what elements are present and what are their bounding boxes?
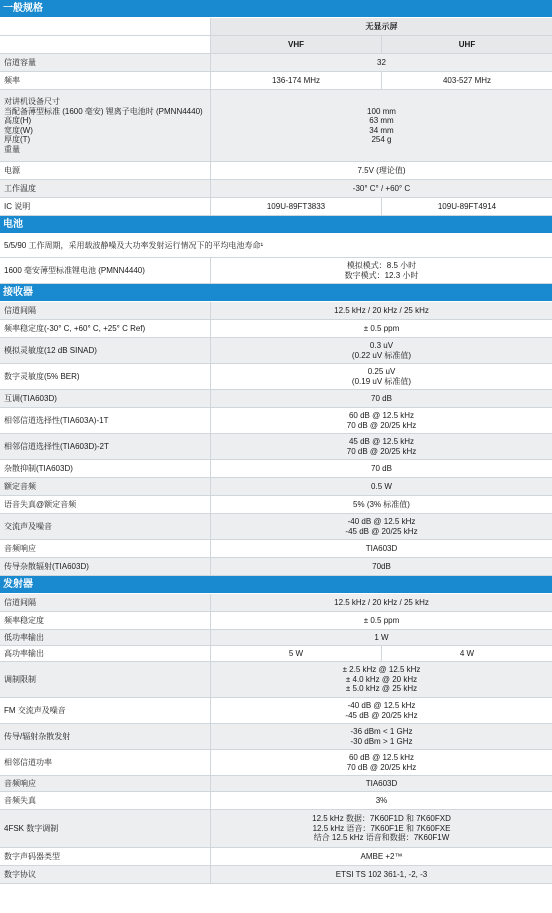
spec-value: ETSI TS 102 361-1, -2, -3	[335, 869, 428, 879]
spec-label: 杂散抑制(TIA603D)	[4, 463, 73, 473]
spec-label: 音频响应	[4, 543, 36, 553]
spec-row	[0, 646, 552, 662]
spec-row	[0, 612, 552, 630]
spec-label: 互调(TIA603D)	[0, 390, 210, 407]
spec-value: 70dB	[372, 561, 391, 571]
spec-value: 70 dB	[371, 463, 392, 473]
spec-row	[0, 198, 552, 216]
spec-value: 模拟模式：8.5 小时 数字模式：12.3 小时	[344, 261, 419, 280]
spec-value: 12.5 kHz 数据：7K60F1D 和 7K60FXD 12.5 kHz 语音：7K60F1E 和 7K60FXE 结合 12.5 kHz 语音和数据：7K60F1W	[312, 814, 451, 843]
section-battery-header: 电池	[0, 216, 552, 234]
spec-label: FM 交流声及噪音	[4, 705, 66, 715]
spec-label: 信道间隔	[0, 302, 210, 319]
spec-value: 1 W	[374, 632, 389, 642]
spec-row	[0, 496, 552, 514]
spec-value: -36 dBm < 1 GHz -30 dBm > 1 GHz	[350, 727, 413, 746]
spec-value: ± 0.5 ppm	[363, 615, 400, 625]
spec-label: 相邻信道选择性(TIA603D)-2T	[0, 434, 210, 459]
spec-row	[0, 180, 552, 198]
spec-row	[0, 162, 552, 180]
spec-row	[0, 54, 552, 72]
spec-value-uhf: 4 W	[381, 646, 552, 661]
spec-label: 信道容量	[0, 54, 210, 71]
spec-label: 模拟灵敏度(12 dB SINAD)	[0, 338, 210, 363]
spec-value: 70 dB	[371, 393, 392, 403]
spec-label: 高功率输出	[4, 648, 44, 658]
spec-value: -40 dB @ 12.5 kHz -45 dB @ 20/25 kHz	[345, 701, 418, 720]
spec-row	[0, 364, 552, 390]
spec-value: 60 dB @ 12.5 kHz 70 dB @ 20/25 kHz	[346, 753, 417, 772]
spec-label: 频率稳定度(-30° C, +60° C, +25° C Ref)	[4, 323, 146, 333]
spec-value: 3%	[375, 795, 388, 805]
spec-value: 0.5 W	[371, 481, 392, 491]
spec-value: 12.5 kHz / 20 kHz / 25 kHz	[334, 305, 429, 315]
spec-value: -40 dB @ 12.5 kHz -45 dB @ 20/25 kHz	[345, 517, 418, 536]
spec-label: 低功率输出	[0, 630, 210, 645]
section-transmitter-header: 发射器	[0, 576, 552, 594]
spec-label: 调制限制	[0, 662, 210, 697]
spec-row	[0, 866, 552, 884]
spec-label: 数字协议	[0, 866, 210, 883]
section-receiver-header: 接收器	[0, 284, 552, 302]
spec-label: 对讲机设备尺寸 当配备薄型标准 (1600 毫安) 锂离子电池时 (PMNN4440) 高度(H) 宽度(W) 厚度(T) 重量	[0, 90, 210, 161]
spec-label: 音频响应	[0, 776, 210, 791]
spec-row	[0, 810, 552, 848]
spec-label: 相邻信道功率	[4, 757, 52, 767]
spec-row	[0, 258, 552, 284]
column-vhf: VHF	[288, 39, 304, 49]
spec-label: 1600 毫安薄型标准锂电池 (PMNN4440)	[4, 265, 145, 275]
spec-value: 0.25 uV (0.19 uV 标准值)	[351, 367, 412, 386]
spec-row	[0, 434, 552, 460]
spec-row	[0, 72, 552, 90]
spec-row	[0, 662, 552, 698]
spec-label: 传导/辐射杂散发射	[0, 724, 210, 749]
spec-value-uhf: 109U-89FT4914	[381, 198, 552, 215]
spec-value: 32	[377, 57, 386, 67]
spec-row	[0, 724, 552, 750]
spec-value: ± 0.5 ppm	[363, 323, 400, 333]
spec-label: 音频失真	[4, 795, 36, 805]
spec-label: 额定音频	[0, 478, 210, 495]
column-band-header	[0, 36, 552, 54]
receiver-table	[0, 302, 552, 576]
spec-row	[0, 630, 552, 646]
spec-row	[0, 848, 552, 866]
section-general-header: 一般规格	[0, 0, 552, 18]
spec-label: 数字灵敏度(5% BER)	[4, 371, 80, 381]
spec-row	[0, 90, 552, 162]
spec-value-vhf: 5 W	[288, 648, 304, 658]
spec-label: 交流声及噪音	[0, 514, 210, 539]
spec-label: 频率	[4, 75, 20, 85]
spec-value: 0.3 uV (0.22 uV 标准值)	[351, 341, 412, 360]
column-group-title: 无显示屏	[365, 21, 398, 31]
battery-note-row	[0, 234, 552, 258]
spec-value: -30° C° / +60° C	[352, 183, 411, 193]
spec-row	[0, 302, 552, 320]
spec-row	[0, 594, 552, 612]
spec-label: 4FSK 数字调制	[0, 810, 210, 847]
spec-value-vhf: 109U-89FT3833	[266, 201, 326, 211]
spec-value: TIA603D	[365, 543, 398, 553]
column-uhf: UHF	[381, 36, 552, 53]
spec-row	[0, 792, 552, 810]
spec-row	[0, 478, 552, 496]
spec-label: 信道间隔	[0, 594, 210, 611]
spec-row	[0, 776, 552, 792]
spec-row	[0, 390, 552, 408]
battery-note: 5/5/90 工作周期，采用载波静噪及大功率发射运行情况下的平均电池寿命¹	[4, 241, 264, 250]
spec-value: 12.5 kHz / 20 kHz / 25 kHz	[334, 597, 429, 607]
spec-label: 数字声码器类型	[4, 851, 60, 861]
spec-row	[0, 320, 552, 338]
transmitter-table	[0, 594, 552, 884]
spec-row	[0, 698, 552, 724]
spec-row	[0, 558, 552, 576]
spec-value-uhf: 403-527 MHz	[381, 72, 552, 89]
spec-label: 语音失真@额定音频	[4, 499, 77, 509]
spec-label: 电源	[4, 165, 20, 175]
spec-row	[0, 338, 552, 364]
spec-value: 60 dB @ 12.5 kHz 70 dB @ 20/25 kHz	[346, 411, 417, 430]
spec-label: 频率稳定度	[4, 615, 44, 625]
spec-value: 45 dB @ 12.5 kHz 70 dB @ 20/25 kHz	[346, 437, 417, 456]
spec-label: 传导杂散辐射(TIA603D)	[0, 558, 210, 575]
spec-row	[0, 750, 552, 776]
spec-value: AMBE +2™	[360, 851, 403, 861]
column-group-header	[0, 18, 552, 36]
spec-label: 相邻信道选择性(TIA603A)-1T	[4, 415, 109, 425]
spec-label: 工作温度	[0, 180, 210, 197]
spec-value: 5% (3% 标准值)	[353, 499, 410, 509]
spec-value: 100 mm 63 mm 34 mm 254 g	[367, 106, 396, 144]
spec-value-vhf: 136-174 MHz	[271, 75, 321, 85]
spec-row	[0, 460, 552, 478]
spec-value: 7.5V (理论值)	[357, 165, 406, 175]
spec-row	[0, 408, 552, 434]
spec-row	[0, 540, 552, 558]
spec-value: ± 2.5 kHz @ 12.5 kHz ± 4.0 kHz @ 20 kHz ± 5.0 kHz @ 25 kHz	[342, 665, 421, 694]
spec-row	[0, 514, 552, 540]
spec-label: IC 说明	[4, 201, 31, 211]
spec-value: TIA603D	[365, 778, 398, 788]
